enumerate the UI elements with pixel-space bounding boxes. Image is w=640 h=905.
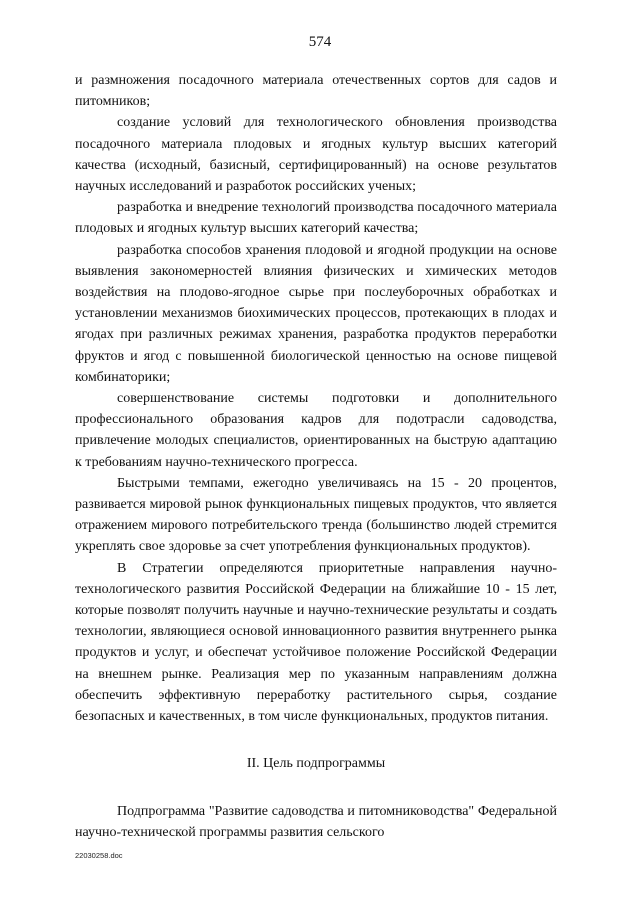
- spacer: [75, 775, 557, 801]
- spacer: [75, 727, 557, 753]
- page-number: 574: [308, 34, 332, 50]
- paragraph-1: и размножения посадочного материала отечественных сортов для садов и питомников;: [75, 73, 557, 110]
- paragraph-6: Быстрыми темпами, ежегодно увеличиваясь на 15 - 20 процентов, развивается мировой рынок функциональных пищевых продуктов, что является отражением мирового потребительского тренда (большинство людей стремится укреплять свое здоровье за счет употребления функциональных продуктов).: [75, 475, 557, 555]
- document-body: [75, 70, 557, 843]
- section-paragraph: Подпрограмма "Развитие садоводства и питомниководства" Федеральной научно-технической программы развития сельского: [75, 803, 557, 840]
- paragraph-4: разработка способов хранения плодовой и ягодной продукции на основе выявления закономерностей влияния физических и химических методов воздействия на плодово-ягодное сырье при послеуборочных обработках и установлении механизмов биохимических процессов, протекающих в плодах и ягодах при различных режимах хранения, разработка продуктов переработки фруктов и ягод с повышенной биологической ценностью на основе пищевой комбинаторики;: [75, 242, 557, 385]
- section-heading: II. Цель подпрограммы: [246, 756, 386, 772]
- paragraph-7: В Стратегии определяются приоритетные направления научно-технологического развития Российской Федерации на ближайшие 10 - 15 лет, которые позволят получить научные и научно-технические результаты и создать технологии, являющиеся основой инновационного развития внутреннего рынка продуктов и услуг, и обеспечат устойчивое положение Российской Федерации на внешнем рынке. Реализация мер по указанным направлениям должна обеспечить эффективную переработку растительного сырья, создание безопасных и качественных, в том числе функциональных, продуктов питания.: [75, 560, 557, 725]
- paragraph-2: создание условий для технологического обновления производства посадочного материала плодовых и ягодных культур высших категорий качества (исходный, базисный, сертифицированный) на основе результатов научных исследований и разработок российских ученых;: [75, 115, 557, 195]
- footer-filename: 22030258.doc: [75, 851, 123, 860]
- paragraph-5: совершенствование системы подготовки и дополнительного профессионального образования кадров для подотрасли садоводства, привлечение молодых специалистов, ориентированных на быструю адаптацию к требованиям научно-технического прогресса.: [75, 391, 557, 470]
- paragraph-3: разработка и внедрение технологий производства посадочного материала плодовых и ягодных культур высших категорий качества;: [75, 200, 557, 237]
